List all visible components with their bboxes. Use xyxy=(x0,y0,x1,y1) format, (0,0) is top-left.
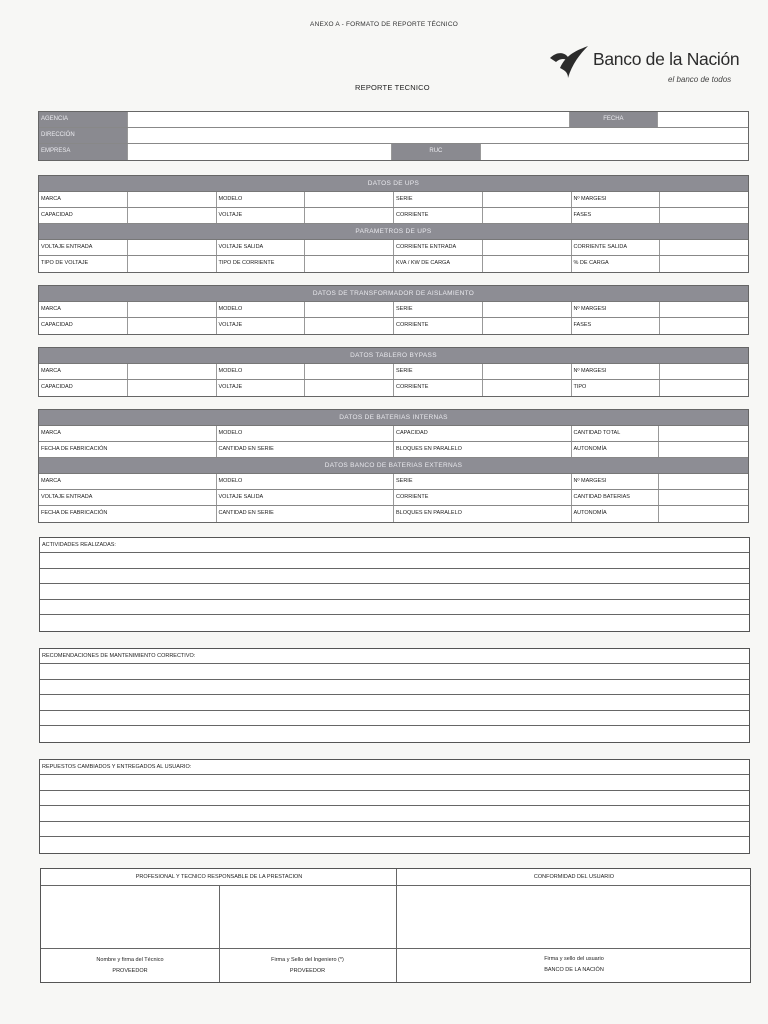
transformer-corriente-label: CORRIENTE xyxy=(394,318,483,334)
ups-tipo-corriente-label: TIPO DE CORRIENTE xyxy=(217,256,306,272)
bank-name: Banco de la Nación xyxy=(593,49,740,69)
bypass-modelo-label: MODELO xyxy=(217,364,306,379)
transformer-margesi-label: Nº MARGESI xyxy=(572,302,661,317)
bypass-capacidad-field[interactable] xyxy=(128,380,217,396)
bypass-serie-label: SERIE xyxy=(394,364,483,379)
ups-voltaje-salida-label: VOLTAJE SALIDA xyxy=(217,240,306,255)
transformer-margesi-field[interactable] xyxy=(660,302,748,317)
direccion-field[interactable] xyxy=(128,128,748,143)
recommendations-line[interactable] xyxy=(40,664,749,680)
ext-margesi-label: Nº MARGESI xyxy=(572,474,660,489)
ext-autonomia-label: AUTONOMÍA xyxy=(572,506,660,522)
direccion-label: DIRECCIÓN xyxy=(39,128,128,143)
agencia-label: AGENCIA xyxy=(39,112,128,127)
transformer-marca-label: MARCA xyxy=(39,302,128,317)
int-marca-label: MARCA xyxy=(39,426,217,441)
bypass-marca-label: MARCA xyxy=(39,364,128,379)
general-info-form xyxy=(38,111,749,161)
ups-row-2 xyxy=(39,208,748,224)
ext-autonomia-field[interactable] xyxy=(659,506,748,522)
int-capacidad-label: CAPACIDAD xyxy=(394,426,572,441)
ups-params-title: PARAMETROS DE UPS xyxy=(39,224,748,240)
ext-cantidad-serie-label: CANTIDAD EN SERIE xyxy=(217,506,395,522)
user-org: BANCO DE LA NACIÓN xyxy=(544,967,604,973)
ups-modelo-label: MODELO xyxy=(217,192,306,207)
activities-block xyxy=(39,537,750,632)
ups-serie-label: SERIE xyxy=(394,192,483,207)
bypass-modelo-field[interactable] xyxy=(305,364,394,379)
bypass-voltaje-field[interactable] xyxy=(305,380,394,396)
ext-marca-label: MARCA xyxy=(39,474,217,489)
ups-voltaje-field[interactable] xyxy=(305,208,394,223)
empresa-row xyxy=(39,144,748,160)
ups-voltaje-salida-field[interactable] xyxy=(305,240,394,255)
bypass-tipo-field[interactable] xyxy=(660,380,748,396)
bypass-corriente-label: CORRIENTE xyxy=(394,380,483,396)
recommendations-line[interactable] xyxy=(40,711,749,727)
bank-logo xyxy=(548,44,748,88)
ups-tipo-voltaje-label: TIPO DE VOLTAJE xyxy=(39,256,128,272)
empresa-label: EMPRESA xyxy=(39,144,128,160)
recommendations-label: RECOMENDACIONES DE MANTENIMIENTO CORRECTIVO: xyxy=(40,649,749,664)
bypass-row-1 xyxy=(39,364,748,380)
ups-pct-carga-field[interactable] xyxy=(660,256,748,272)
bypass-voltaje-label: VOLTAJE xyxy=(217,380,306,396)
ext-cantidad-baterias-field[interactable] xyxy=(659,490,748,505)
bypass-margesi-field[interactable] xyxy=(660,364,748,379)
user-signature-area[interactable] xyxy=(397,887,751,948)
signature-section xyxy=(40,868,751,983)
ext-modelo-label: MODELO xyxy=(217,474,395,489)
ups-capacidad-field[interactable] xyxy=(128,208,217,223)
engineer-org: PROVEEDOR xyxy=(289,968,326,974)
ext-serie-label: SERIE xyxy=(394,474,572,489)
activities-line[interactable] xyxy=(40,569,749,585)
ruc-label: RUC xyxy=(392,144,481,160)
transformer-modelo-label: MODELO xyxy=(217,302,306,317)
ups-marca-field[interactable] xyxy=(128,192,217,207)
activities-line[interactable] xyxy=(40,615,749,631)
activities-line[interactable] xyxy=(40,553,749,569)
ups-voltaje-entrada-field[interactable] xyxy=(128,240,217,255)
ups-fases-field[interactable] xyxy=(660,208,748,223)
report-title: REPORTE TECNICO xyxy=(355,83,430,92)
annex-title: ANEXO A - FORMATO DE REPORTE TÉCNICO xyxy=(310,21,458,28)
ups-corriente-label: CORRIENTE xyxy=(394,208,483,223)
internal-batteries-row-2 xyxy=(39,442,748,458)
external-batteries-title: DATOS BANCO DE BATERIAS EXTERNAS xyxy=(39,458,748,474)
ups-title: DATOS DE UPS xyxy=(39,176,748,192)
int-autonomia-label: AUTONOMÍA xyxy=(572,442,660,457)
direccion-row xyxy=(39,128,748,144)
activities-line[interactable] xyxy=(40,600,749,616)
bypass-section xyxy=(38,347,749,397)
ext-voltaje-entrada-label: VOLTAJE ENTRADA xyxy=(39,490,217,505)
recommendations-line[interactable] xyxy=(40,680,749,696)
int-fecha-fabricacion-label: FECHA DE FABRICACIÓN xyxy=(39,442,217,457)
ups-voltaje-entrada-label: VOLTAJE ENTRADA xyxy=(39,240,128,255)
bypass-margesi-label: Nº MARGESI xyxy=(572,364,661,379)
transformer-capacidad-field[interactable] xyxy=(128,318,217,334)
bypass-row-2 xyxy=(39,380,748,396)
ups-row-4 xyxy=(39,256,748,272)
spares-line[interactable] xyxy=(40,837,749,853)
ups-row-1 xyxy=(39,192,748,208)
ups-marca-label: MARCA xyxy=(39,192,128,207)
transformer-fases-field[interactable] xyxy=(660,318,748,334)
external-batteries-row-2 xyxy=(39,490,748,506)
transformer-corriente-field[interactable] xyxy=(483,318,572,334)
ups-voltaje-label: VOLTAJE xyxy=(217,208,306,223)
ext-corriente-label: CORRIENTE xyxy=(394,490,572,505)
tech-org: PROVEEDOR xyxy=(112,968,148,974)
int-bloques-paralelo-label: BLOQUES EN PARALELO xyxy=(394,442,572,457)
ups-capacidad-label: CAPACIDAD xyxy=(39,208,128,223)
bypass-title: DATOS TABLERO BYPASS xyxy=(39,348,748,364)
ext-margesi-field[interactable] xyxy=(659,474,748,489)
transformer-fases-label: FASES xyxy=(572,318,661,334)
recommendations-line[interactable] xyxy=(40,695,749,711)
ext-cantidad-baterias-label: CANTIDAD BATERIAS xyxy=(572,490,660,505)
fecha-field[interactable] xyxy=(658,112,748,127)
tech-signature-area[interactable] xyxy=(41,887,219,948)
transformer-voltaje-label: VOLTAJE xyxy=(217,318,306,334)
bypass-serie-field[interactable] xyxy=(483,364,572,379)
bypass-marca-field[interactable] xyxy=(128,364,217,379)
internal-batteries-row-1 xyxy=(39,426,748,442)
agencia-row xyxy=(39,112,748,128)
spares-line[interactable] xyxy=(40,822,749,838)
ups-margesi-label: Nº MARGESI xyxy=(572,192,661,207)
transformer-row-2 xyxy=(39,318,748,334)
activities-line[interactable] xyxy=(40,584,749,600)
ups-fases-label: FASES xyxy=(572,208,661,223)
activities-label: ACTIVIDADES REALIZADAS: xyxy=(40,538,749,553)
ups-kva-field[interactable] xyxy=(483,256,572,272)
ups-modelo-field[interactable] xyxy=(305,192,394,207)
transformer-capacidad-label: CAPACIDAD xyxy=(39,318,128,334)
transformer-section xyxy=(38,285,749,335)
external-batteries-row-3 xyxy=(39,506,748,522)
spares-line[interactable] xyxy=(40,791,749,807)
int-autonomia-field[interactable] xyxy=(659,442,748,457)
tech-caption: Nombre y firma del Técnico xyxy=(96,957,164,963)
user-caption: Firma y sello del usuario xyxy=(544,956,604,962)
ext-bloques-paralelo-label: BLOQUES EN PARALELO xyxy=(394,506,572,522)
bypass-tipo-label: TIPO xyxy=(572,380,661,396)
ups-corriente-field[interactable] xyxy=(483,208,572,223)
int-cantidad-total-label: CANTIDAD TOTAL xyxy=(572,426,660,441)
external-batteries-row-1 xyxy=(39,474,748,490)
transformer-title: DATOS DE TRANSFORMADOR DE AISLAMIENTO xyxy=(39,286,748,302)
ruc-field[interactable] xyxy=(481,144,748,160)
spares-label: REPUESTOS CAMBIADOS Y ENTREGADOS AL USUARIO: xyxy=(40,760,749,775)
engineer-caption: Firma y Sello del Ingeniero (*) xyxy=(271,957,344,963)
ups-tipo-corriente-field[interactable] xyxy=(305,256,394,272)
user-header: CONFORMIDAD DEL USUARIO xyxy=(397,869,751,886)
ups-serie-field[interactable] xyxy=(483,192,572,207)
int-cantidad-serie-label: CANTIDAD EN SERIE xyxy=(217,442,395,457)
int-modelo-label: MODELO xyxy=(217,426,395,441)
spares-block xyxy=(39,759,750,854)
ups-tipo-voltaje-field[interactable] xyxy=(128,256,217,272)
spares-line[interactable] xyxy=(40,775,749,791)
bypass-corriente-field[interactable] xyxy=(483,380,572,396)
recommendations-block xyxy=(39,648,750,743)
fecha-label: FECHA xyxy=(570,112,659,127)
internal-batteries-title: DATOS DE BATERIAS INTERNAS xyxy=(39,410,748,426)
transformer-marca-field[interactable] xyxy=(128,302,217,317)
provider-header: PROFESIONAL Y TECNICO RESPONSABLE DE LA PRESTACION xyxy=(41,869,397,886)
ups-corriente-salida-label: CORRIENTE SALIDA xyxy=(572,240,661,255)
divider xyxy=(41,948,751,949)
ext-fecha-fabricacion-label: FECHA DE FABRICACIÓN xyxy=(39,506,217,522)
ups-margesi-field[interactable] xyxy=(660,192,748,207)
ups-corriente-entrada-label: CORRIENTE ENTRADA xyxy=(394,240,483,255)
agencia-field[interactable] xyxy=(128,112,570,127)
ups-corriente-salida-field[interactable] xyxy=(660,240,748,255)
bank-logo-icon xyxy=(548,44,592,80)
int-cantidad-total-field[interactable] xyxy=(659,426,748,441)
ext-voltaje-salida-label: VOLTAJE SALIDA xyxy=(217,490,395,505)
ups-row-3 xyxy=(39,240,748,256)
bypass-capacidad-label: CAPACIDAD xyxy=(39,380,128,396)
transformer-serie-field[interactable] xyxy=(483,302,572,317)
ups-kva-label: KVA / KW DE CARGA xyxy=(394,256,483,272)
transformer-serie-label: SERIE xyxy=(394,302,483,317)
ups-section xyxy=(38,175,749,273)
ups-corriente-entrada-field[interactable] xyxy=(483,240,572,255)
transformer-voltaje-field[interactable] xyxy=(305,318,394,334)
engineer-signature-area[interactable] xyxy=(220,887,396,948)
empresa-field[interactable] xyxy=(128,144,392,160)
spares-line[interactable] xyxy=(40,806,749,822)
transformer-row-1 xyxy=(39,302,748,318)
recommendations-line[interactable] xyxy=(40,726,749,742)
bank-tagline: el banco de todos xyxy=(668,75,732,84)
batteries-section xyxy=(38,409,749,523)
transformer-modelo-field[interactable] xyxy=(305,302,394,317)
ups-pct-carga-label: % DE CARGA xyxy=(572,256,661,272)
